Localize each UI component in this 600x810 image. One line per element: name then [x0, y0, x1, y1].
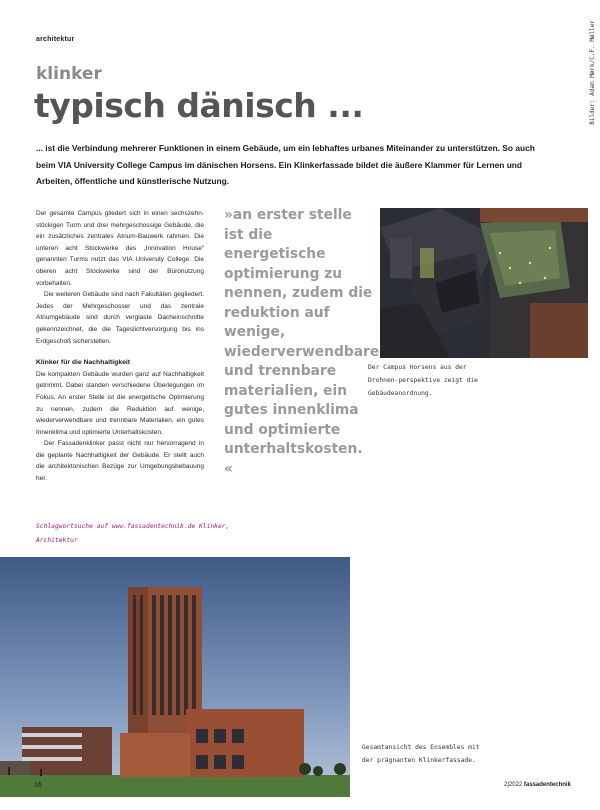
- body-paragraph: Der gesamte Campus gliedert sich in einen sechszehn-stöckigen Turm und drei mehrgeschossige Gebäude, die ein zusätzliches zentrales Atrium-Bauwerk rahmen. Die unteren acht Stockwerke des „Innovation House“ genannten Turms nutzt das VIA University College. Die oberen acht Stockwerke sind der Büronutzung vorbehalten.: [36, 210, 204, 287]
- body-paragraph: Die kompakten Gebäude wurden ganz auf Nachhaltigkeit getrimmt. Dabei standen verschiedene Überlegungen im Fokus. An erster Stelle ist die energetische Optimierung zu nennen, zudem die Reduktion auf wenige, wiederverwendbare und trennbare Materialien, ein gutes Innenklima und optimierte Unterhaltskosten.: [36, 370, 204, 436]
- photo-credit: Bilder: Adam Mørk/C.F. Møller: [589, 20, 596, 125]
- article-lead: ... ist die Verbindung mehrerer Funktionen in einem Gebäude, um ein lebhaftes urbanes Miteinander zu unterstützen. So auch beim VIA University College Campus im dänischen Horsens. Ein Klinkerfassade bildet die äußere Klammer für Lernen und Arbeiten, öffentliche und künstlerische Nutzung.: [36, 143, 535, 186]
- magazine-name: fassadentechnik: [523, 782, 571, 788]
- campus-photo: [0, 557, 350, 797]
- section-label: architektur: [36, 36, 75, 43]
- pull-quote: »an erster stelle ist die energetische optimierung zu nennen, zudem die reduktion auf wenige, wiederverwendbare und trennbare materialien, ein gutes innenklima und optimierte unterhaltskosten. «: [224, 207, 380, 477]
- body-paragraph: Die weiteren Gebäude sind nach Fakultäten gegliedert. Jedes der Mehrgeschosser und das zentrale Atriumgebäude sind durch verglaste Dacheinschnitte gekennzeichnet, die die Tageslichtversorgung bis ins Erdgeschoß sicherstellen.: [36, 291, 204, 345]
- magazine-footer: [504, 782, 571, 788]
- page-number: 16: [34, 782, 42, 789]
- issue-number: 2|2022: [504, 782, 524, 788]
- body-paragraph: Der Fassadenklinker passt nicht nur hervorragend in die geplante Nachhaltigkeit der Gebäude. Er stellt auch die architektonischen Bezüge zur Umgebungsbebauung her.: [36, 440, 204, 483]
- aerial-caption: Der Campus Horsens aus der Drohnen-perspektive zeigt die Gebäudeanordnung.: [368, 364, 478, 397]
- aerial-photo: [380, 208, 588, 358]
- campus-caption: Gesamtansicht des Ensembles mit der prägnanten Klinkerfassade.: [362, 744, 480, 764]
- article-headline: typisch dänisch ...: [34, 86, 364, 125]
- keyword-search-link[interactable]: Schlagwortsuche auf www.fassadentechnik.de Klinker, Architektur: [36, 523, 230, 544]
- campus-photo-illustration: [0, 557, 350, 797]
- body-column: [36, 208, 204, 485]
- article-kicker: klinker: [36, 64, 102, 84]
- aerial-photo-illustration: [380, 208, 588, 358]
- body-subheading: Klinker für die Nachhaltigkeit: [36, 359, 131, 367]
